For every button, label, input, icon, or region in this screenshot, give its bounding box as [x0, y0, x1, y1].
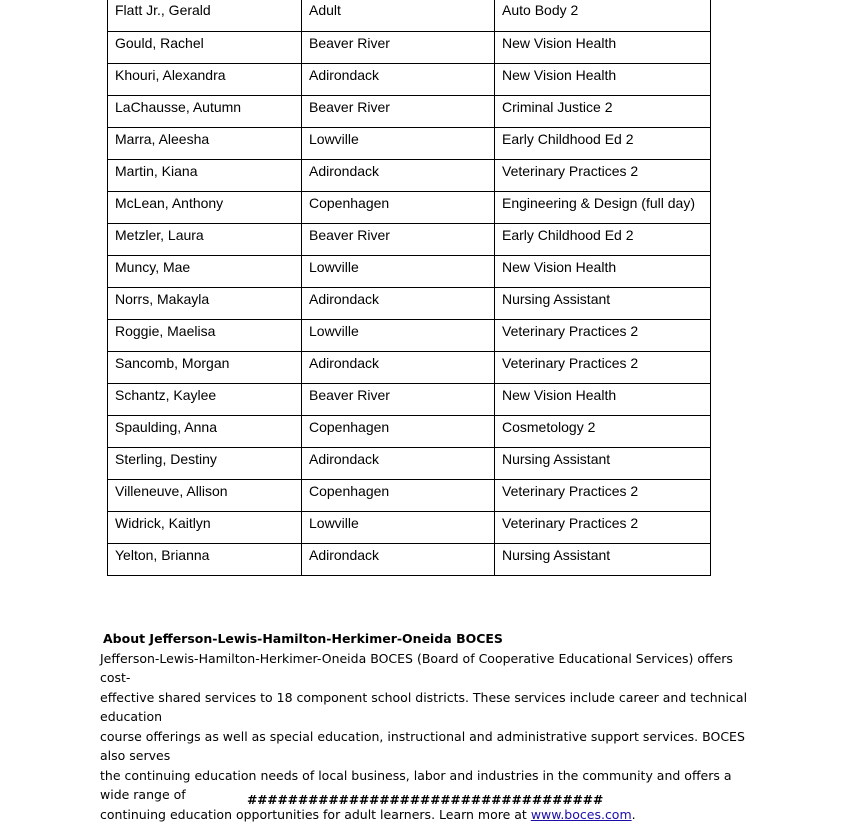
program-cell — [495, 127, 711, 159]
student-name-cell-text: Flatt Jr., Gerald — [115, 2, 211, 18]
district-cell — [302, 415, 495, 447]
district-cell-text: Lowville — [309, 514, 359, 531]
district-cell — [302, 127, 495, 159]
table-row — [108, 159, 711, 191]
student-name-cell-text: Villeneuve, Allison — [115, 482, 228, 499]
district-cell-text: Adirondack — [309, 290, 380, 307]
student-name-cell — [108, 127, 302, 159]
district-cell-text: Lowville — [309, 322, 359, 339]
table-row — [108, 479, 711, 511]
student-name-cell — [108, 287, 302, 319]
student-name-cell-text: Sterling, Destiny — [115, 450, 217, 467]
student-name-cell — [108, 31, 302, 63]
about-last-line-text: continuing education opportunities for adult learners. Learn more at — [100, 806, 531, 822]
program-cell — [495, 447, 711, 479]
student-name-cell — [108, 351, 302, 383]
program-cell-text: Early Childhood Ed 2 — [502, 226, 634, 243]
program-cell-text: Veterinary Practices 2 — [502, 354, 639, 371]
program-cell — [495, 287, 711, 319]
student-name-cell — [108, 383, 302, 415]
table-row — [108, 255, 711, 287]
district-cell — [302, 351, 495, 383]
student-name-cell — [108, 511, 302, 543]
about-line: course offerings as well as special education, instructional and administrative support services. BOCES also serves — [100, 728, 745, 763]
table-row — [108, 447, 711, 479]
student-name-cell — [108, 159, 302, 191]
table-row — [108, 63, 711, 95]
student-name-cell-text: Gould, Rachel — [115, 34, 204, 51]
student-name-cell — [108, 447, 302, 479]
student-name-cell — [108, 95, 302, 127]
roster-body — [108, 0, 711, 575]
district-cell — [302, 447, 495, 479]
program-cell — [495, 319, 711, 351]
about-last-line-period: . — [631, 806, 636, 822]
district-cell — [302, 543, 495, 575]
program-cell-text: Veterinary Practices 2 — [502, 514, 639, 531]
program-cell-text: Cosmetology 2 — [502, 418, 596, 435]
district-cell-text: Adirondack — [309, 162, 380, 179]
program-cell — [495, 543, 711, 575]
program-cell — [495, 95, 711, 127]
table-row — [108, 319, 711, 351]
district-cell-text: Lowville — [309, 258, 359, 275]
program-cell — [495, 63, 711, 95]
program-cell — [495, 255, 711, 287]
student-name-cell-text: Widrick, Kaitlyn — [115, 514, 211, 531]
program-cell — [495, 479, 711, 511]
about-line: the continuing education needs of local business, labor and industries in the community and offers a wide range of — [100, 767, 732, 802]
table-row — [108, 95, 711, 127]
table-row — [108, 543, 711, 575]
program-cell-text: New Vision Health — [502, 66, 617, 83]
student-name-cell-text: Spaulding, Anna — [115, 418, 217, 435]
district-cell-text: Adirondack — [309, 354, 380, 371]
program-cell — [495, 159, 711, 191]
district-cell-text: Beaver River — [309, 98, 390, 115]
student-name-cell-text: Khouri, Alexandra — [115, 66, 226, 83]
table-row — [108, 223, 711, 255]
district-cell — [302, 63, 495, 95]
table-row — [108, 31, 711, 63]
program-cell — [495, 415, 711, 447]
program-cell-text: New Vision Health — [502, 386, 617, 403]
student-name-cell — [108, 0, 302, 31]
table-row — [108, 415, 711, 447]
program-cell — [495, 0, 711, 31]
student-name-cell — [108, 255, 302, 287]
program-cell — [495, 351, 711, 383]
student-name-cell — [108, 479, 302, 511]
program-cell-text: Auto Body 2 — [502, 2, 579, 18]
program-cell — [495, 511, 711, 543]
program-cell — [495, 31, 711, 63]
program-cell-text: New Vision Health — [502, 258, 617, 275]
district-cell-text: Copenhagen — [309, 482, 390, 499]
program-cell — [495, 191, 711, 223]
district-cell — [302, 223, 495, 255]
program-cell — [495, 223, 711, 255]
student-name-cell-text: Metzler, Laura — [115, 226, 204, 243]
program-cell-text: Nursing Assistant — [502, 290, 611, 307]
district-cell-text: Beaver River — [309, 226, 390, 243]
program-cell-text: Nursing Assistant — [502, 546, 611, 563]
district-cell-text: Adirondack — [309, 66, 380, 83]
student-name-cell-text: Sancomb, Morgan — [115, 354, 230, 371]
district-cell-text: Copenhagen — [309, 418, 390, 435]
program-cell-text: New Vision Health — [502, 34, 617, 51]
program-cell-text: Engineering & Design (full day) — [502, 194, 695, 211]
student-name-cell-text: Schantz, Kaylee — [115, 386, 217, 403]
student-name-cell-text: McLean, Anthony — [115, 194, 224, 211]
student-name-cell — [108, 63, 302, 95]
student-name-cell-text: Roggie, Maelisa — [115, 322, 216, 339]
table-row — [108, 127, 711, 159]
table-row — [108, 351, 711, 383]
program-cell-text: Veterinary Practices 2 — [502, 162, 639, 179]
student-roster-table — [107, 0, 711, 576]
table-row — [108, 287, 711, 319]
student-name-cell-text: Marra, Aleesha — [115, 130, 210, 147]
district-cell-text: Adirondack — [309, 450, 380, 467]
student-name-cell-text: Norrs, Makayla — [115, 290, 210, 307]
district-cell-text: Beaver River — [309, 386, 390, 403]
district-cell — [302, 95, 495, 127]
district-cell-text: Adult — [309, 2, 341, 18]
program-cell-text: Nursing Assistant — [502, 450, 611, 467]
district-cell-text: Adirondack — [309, 546, 380, 563]
district-cell — [302, 511, 495, 543]
district-cell — [302, 255, 495, 287]
student-name-cell — [108, 415, 302, 447]
student-name-cell-text: Muncy, Mae — [115, 258, 191, 275]
district-cell-text: Beaver River — [309, 34, 390, 51]
district-cell-text: Lowville — [309, 130, 359, 147]
program-cell-text: Early Childhood Ed 2 — [502, 130, 634, 147]
about-last-line — [100, 805, 760, 825]
student-name-cell — [108, 319, 302, 351]
table-row — [108, 191, 711, 223]
student-name-cell — [108, 223, 302, 255]
table-row — [108, 0, 711, 31]
student-name-cell — [108, 191, 302, 223]
program-cell-text: Veterinary Practices 2 — [502, 322, 639, 339]
district-cell — [302, 0, 495, 31]
district-cell — [302, 287, 495, 319]
student-name-cell-text: LaChausse, Autumn — [115, 98, 242, 115]
boces-website-link[interactable]: www.boces.com — [530, 806, 632, 822]
about-heading: About Jefferson-Lewis-Hamilton-Herkimer-Oneida BOCES — [103, 631, 503, 646]
district-cell — [302, 191, 495, 223]
district-cell — [302, 319, 495, 351]
table-row — [108, 511, 711, 543]
table-row — [108, 383, 711, 415]
about-line: effective shared services to 18 component school districts. These services include career and technical education — [100, 689, 748, 724]
end-of-release-mark: ################################### — [246, 792, 604, 807]
program-cell-text: Criminal Justice 2 — [502, 98, 613, 115]
student-name-cell — [108, 543, 302, 575]
student-name-cell-text: Martin, Kiana — [115, 162, 198, 179]
program-cell — [495, 383, 711, 415]
district-cell — [302, 479, 495, 511]
district-cell — [302, 31, 495, 63]
program-cell-text: Veterinary Practices 2 — [502, 482, 639, 499]
district-cell — [302, 159, 495, 191]
district-cell — [302, 383, 495, 415]
student-name-cell-text: Yelton, Brianna — [115, 546, 210, 563]
about-line: Jefferson-Lewis-Hamilton-Herkimer-Oneida BOCES (Board of Cooperative Educational Services) offers cost- — [100, 650, 733, 685]
district-cell-text: Copenhagen — [309, 194, 390, 211]
